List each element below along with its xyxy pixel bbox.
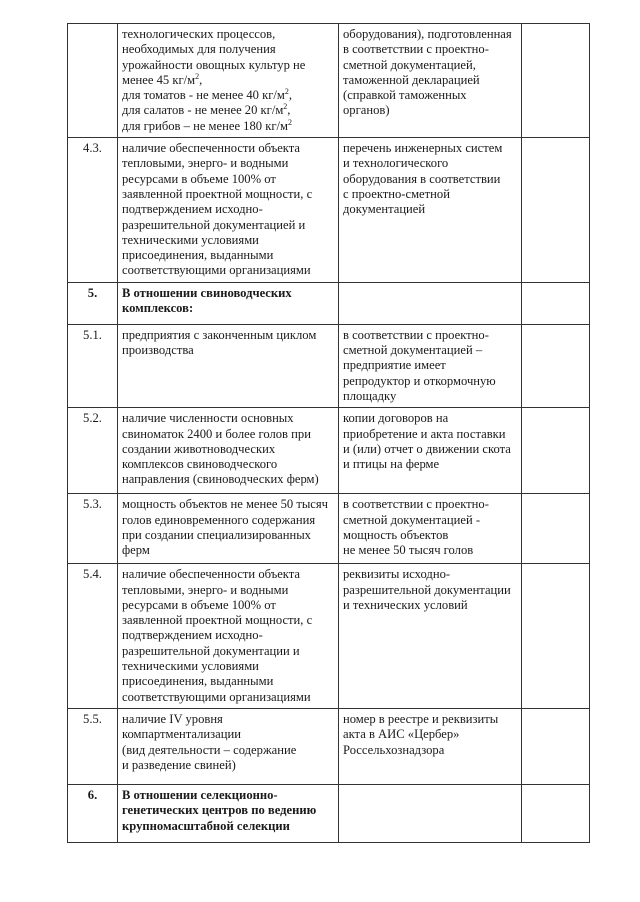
- document-cell: [339, 784, 522, 842]
- table-row: [68, 138, 590, 283]
- document-cell: в соответствии с проектно- сметной документацией - мощность объектов не менее 50 тысяч голов: [339, 494, 522, 564]
- mushroom-norm: для грибов – не менее 180 кг/м: [122, 118, 288, 133]
- superscript: 2: [284, 87, 289, 96]
- empty-cell: [522, 708, 590, 784]
- empty-cell: [522, 24, 590, 138]
- superscript: 2: [283, 102, 288, 112]
- superscript: 2: [195, 71, 200, 81]
- row-number: 5.5.: [68, 708, 118, 784]
- requirements-table: [67, 23, 590, 843]
- row-number: [68, 24, 118, 138]
- comma: ,: [199, 72, 203, 87]
- document-cell: перечень инженерных систем и технологического оборудования в соответствии с проектно-сметной документацией: [339, 138, 522, 283]
- empty-cell: [522, 282, 590, 324]
- requirement-cell: наличие обеспеченности объекта тепловыми, энерго- и водными ресурсами в объеме 100% от заявленной проектной мощности, с подтверждением исходно- разрешительной документацией и техническими условиями присоединения, выданными соответствующими организациями: [118, 138, 339, 283]
- requirement-cell: технологических процессов, необходимых для получения урожайности овощных культур не менее 45 $кг/м^2$, для томатов - не менее 40 $кг/м^2$, для салатов - не менее 20 $кг/м^2$, для грибов – не менее 180 $кг/м^2$: [118, 24, 339, 138]
- table-row: [68, 282, 590, 324]
- document-cell: [339, 282, 522, 324]
- tomato-norm: для томатов - не менее 40 кг/м: [122, 88, 285, 103]
- requirement-text: технологических процессов, необходимых для получения урожайности овощных культур не менее 45 кг/м: [122, 27, 306, 87]
- salad-norm: для салатов - не менее 20 кг/м: [122, 103, 284, 118]
- row-number: 5.4.: [68, 564, 118, 709]
- requirement-cell: предприятия с законченным циклом производства: [118, 324, 339, 407]
- row-number: 5.3.: [68, 494, 118, 564]
- section-number: 6.: [68, 784, 118, 842]
- requirement-cell: наличие численности основных свиноматок 2400 и более голов при создании животноводческих комплексов свиноводческого направления (свиноводческих ферм): [118, 408, 339, 494]
- document-cell: копии договоров на приобретение и акта поставки и (или) отчет о движении скота и птицы на ферме: [339, 408, 522, 494]
- table-row: [68, 24, 590, 138]
- requirement-cell: наличие обеспеченности объекта тепловыми, энерго- и водными ресурсами в объеме 100% от заявленной проектной мощности, с подтверждением исходно- разрешительной документации и техническими условиями присоединения, выданными соответствующими организациями: [118, 564, 339, 709]
- empty-cell: [522, 324, 590, 407]
- section-heading: В отношении свиноводческих комплексов:: [118, 282, 339, 324]
- document-cell: реквизиты исходно- разрешительной документации и технических условий: [339, 564, 522, 709]
- document-cell: оборудования), подготовленная в соответствии с проектно- сметной документацией, таможенной декларацией (справкой таможенных органов): [339, 24, 522, 138]
- row-number: 4.3.: [68, 138, 118, 283]
- table-row: [68, 324, 590, 407]
- superscript: 2: [287, 117, 292, 127]
- document-cell: номер в реестре и реквизиты акта в АИС «Цербер» Россельхознадзора: [339, 708, 522, 784]
- table-row: [68, 494, 590, 564]
- requirement-cell: мощность объектов не менее 50 тысяч голов единовременного содержания при создании специализированных ферм: [118, 494, 339, 564]
- section-heading: В отношении селекционно- генетических центров по ведению крупномасштабной селекции: [118, 784, 339, 842]
- empty-cell: [522, 564, 590, 709]
- table-row: [68, 708, 590, 784]
- table-row: [68, 408, 590, 494]
- table-row: [68, 784, 590, 842]
- empty-cell: [522, 408, 590, 494]
- row-number: 5.2.: [68, 408, 118, 494]
- empty-cell: [522, 494, 590, 564]
- empty-cell: [522, 784, 590, 842]
- requirement-cell: наличие IV уровня компартментализации (вид деятельности – содержание и разведение свиней): [118, 708, 339, 784]
- empty-cell: [522, 138, 590, 283]
- section-number: 5.: [68, 282, 118, 324]
- row-number: 5.1.: [68, 324, 118, 407]
- table-row: [68, 564, 590, 709]
- document-cell: в соответствии с проектно- сметной документацией – предприятие имеет репродуктор и откормочную площадку: [339, 324, 522, 407]
